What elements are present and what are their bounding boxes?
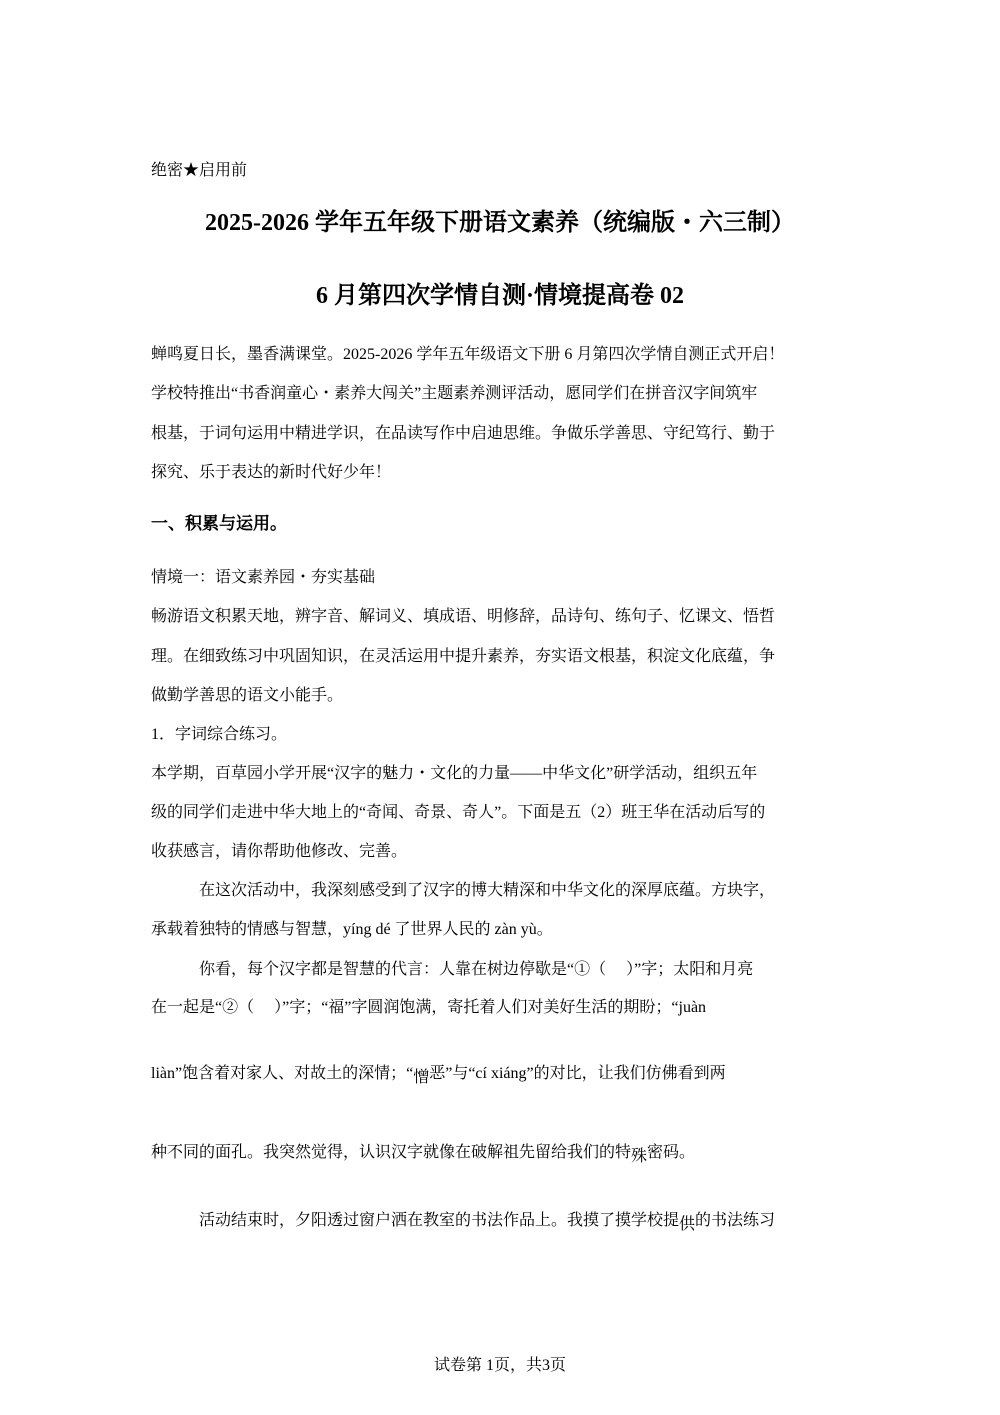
passage-text: 密码。 (647, 1144, 696, 1161)
scene-title: 情境一：语文素养园・夯实基础 (151, 569, 376, 586)
scene-desc-line: 畅游语文积累天地，辨字音、解词义、填成语、明修辞，品诗句、练句子、忆课文、悟哲 (151, 608, 776, 625)
passage-char-low: 供 (679, 1216, 696, 1233)
passage-char-low: 殊 (631, 1148, 648, 1165)
passage-text: 种不同的面孔。我突然觉得，认识汉字就像在破解祖先留给我们的特 (151, 1144, 632, 1161)
passage-text: liàn”饱含着对家人、对故土的深情；“ (151, 1065, 414, 1082)
question-intro-line: 本学期，百草园小学开展“汉字的魅力・文化的力量——中华文化”研学活动，组织五年 (151, 765, 758, 782)
passage-line: 在这次活动中，我深刻感受到了汉字的博大精深和中华文化的深厚底蕴。方块字， (199, 882, 776, 899)
exam-title-line1: 2025-2026 学年五年级下册语文素养（统编版・六三制） (205, 210, 795, 236)
passage-char-low: 憎 (413, 1069, 430, 1086)
passage-line (151, 1064, 851, 1084)
passage-line (199, 1211, 851, 1231)
secret-label: 绝密★启用前 (151, 162, 248, 179)
question-intro-line: 级的同学们走进中华大地上的“奇闻、奇景、奇人”。下面是五（2）班王华在活动后写的 (151, 804, 766, 821)
passage-line: 你看，每个汉字都是智慧的代言：人靠在树边停歇是“①（ ）”字；太阳和月亮 (199, 961, 754, 978)
intro-line: 探究、乐于表达的新时代好少年！ (151, 464, 392, 481)
passage-text: 的书法练习 (695, 1212, 776, 1229)
passage-line: 在一起是“②（ ）”字；“福”字圆润饱满，寄托着人们对美好生活的期盼；“juàn (151, 999, 707, 1016)
section-heading: 一、积累与运用。 (151, 514, 287, 533)
intro-line: 蝉鸣夏日长，墨香满课堂。2025-2026 学年五年级语文下册 6 月第四次学情自测正式开启！ (151, 346, 785, 363)
scene-desc-line: 做勤学善思的语文小能手。 (151, 687, 344, 704)
intro-line: 学校特推出“书香润童心・素养大闯关”主题素养测评活动，愿同学们在拼音汉字间筑牢 (151, 385, 758, 402)
passage-text: 恶”与“cí xiáng”的对比，让我们仿佛看到两 (429, 1065, 726, 1082)
question-intro-line: 收获感言，请你帮助他修改、完善。 (151, 843, 408, 860)
passage-text: 活动结束时，夕阳透过窗户洒在教室的书法作品上。我摸了摸学校提 (199, 1212, 680, 1229)
page-number: 试卷第 1页，共3页 (433, 1357, 566, 1374)
passage-line: 承载着独特的情感与智慧，yíng dé 了世界人民的 zàn yù。 (151, 921, 553, 938)
exam-title-line2: 6 月第四次学情自测·情境提高卷 02 (315, 283, 684, 309)
scene-desc-line: 理。在细致练习中巩固知识，在灵活运用中提升素养，夯实语文根基，积淀文化底蕴，争 (151, 648, 776, 665)
passage-line (151, 1143, 851, 1163)
intro-line: 根基，于词句运用中精进学识，在品读写作中启迪思维。争做乐学善思、守纪笃行、勤于 (151, 425, 776, 442)
question-title: 1．字词综合练习。 (151, 726, 288, 743)
